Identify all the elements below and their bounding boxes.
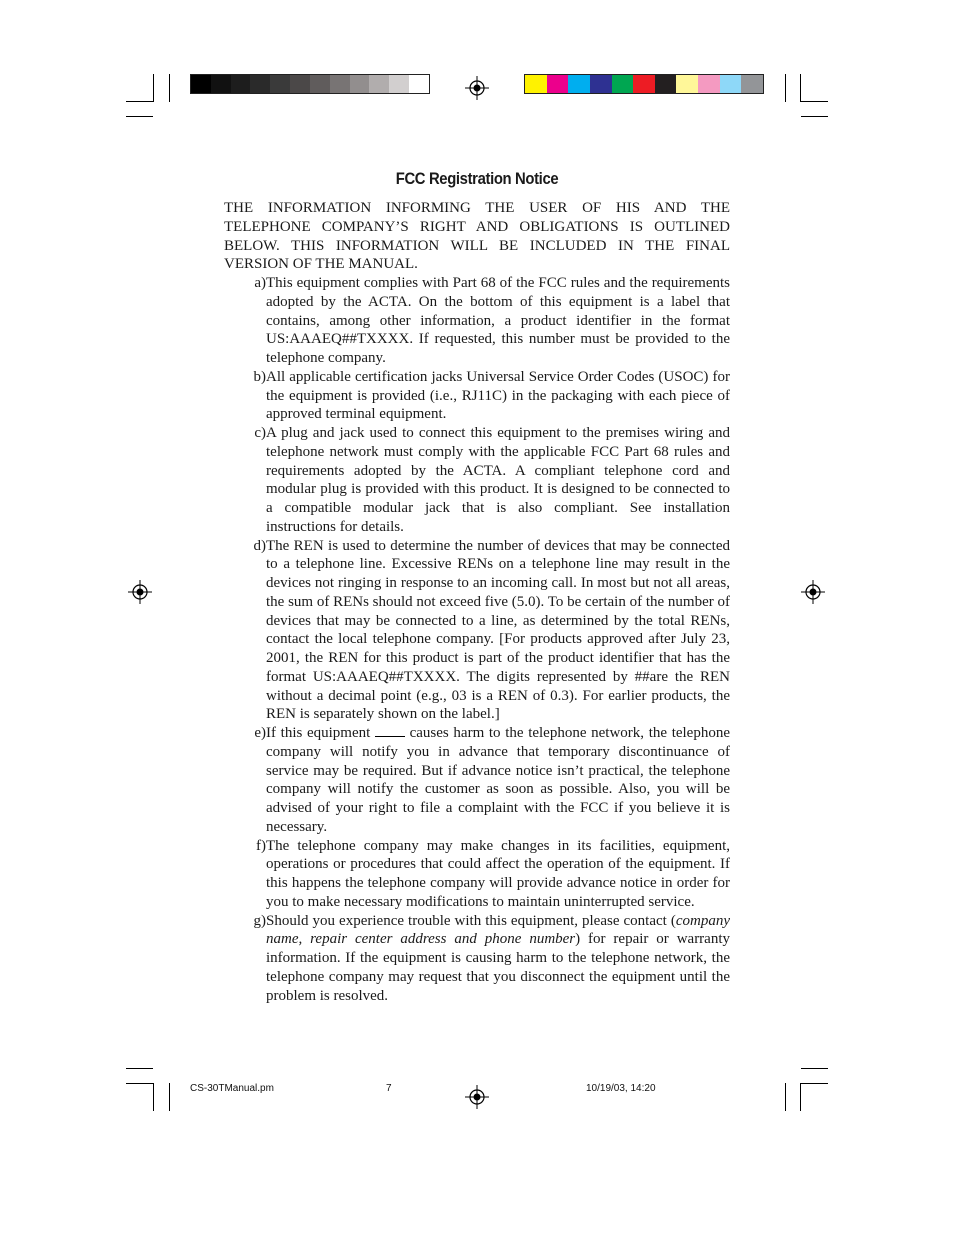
item-text <box>266 912 730 1006</box>
item-text <box>266 724 730 837</box>
registration-mark-icon <box>465 76 489 100</box>
color-swatch <box>612 75 634 93</box>
footer-filename: CS-30TManual.pm <box>190 1083 274 1094</box>
color-swatch <box>231 75 251 93</box>
footer-page-number: 7 <box>386 1083 392 1094</box>
color-swatch <box>270 75 290 93</box>
color-swatch <box>211 75 231 93</box>
page-title: FCC Registration Notice <box>395 170 559 188</box>
list-item <box>224 368 730 424</box>
color-swatch <box>330 75 350 93</box>
list-item <box>224 537 730 725</box>
color-swatch <box>655 75 677 93</box>
item-text: This equipment complies with Part 68 of the FCC rules and the requirements adopted by the ACTA. On the bottom of this equipment is a label that contains, among other information, a product identifier in the format US:AAAEQ##TXXXX. If requested, this number must be provided to the telephone company. <box>266 275 730 366</box>
color-swatch <box>676 75 698 93</box>
notice-body <box>224 199 730 1005</box>
fill-in-blank <box>375 724 405 737</box>
intro-paragraph: THE INFORMATION INFORMING THE USER OF HIS AND THE TELEPHONE COMPANY’S RIGHT AND OBLIGATIONS IS OUTLINED BELOW. THIS INFORMATION WILL BE INCLUDED IN THE FINAL VERSION OF THE MANUAL. <box>224 200 730 273</box>
list-item <box>224 424 730 537</box>
crop-mark <box>126 1068 153 1069</box>
color-swatch <box>633 75 655 93</box>
crop-mark <box>153 1083 154 1111</box>
item-label: g) <box>253 912 266 929</box>
item-text: All applicable certification jacks Universal Service Order Codes (USOC) for the equipment is provided (i.e., RJ11C) in the packaging with each piece of approved terminal equipment. <box>266 368 730 423</box>
item-label: f) <box>256 837 266 854</box>
crop-mark <box>153 74 154 102</box>
crop-mark <box>801 1083 828 1084</box>
item-text-start: If this equipment <box>266 725 371 741</box>
item-text-end: ) for repair or warranty information. If the equipment is causing harm to the telephone network, the telephone company may request that you disconnect the equipment until the problem is resolved. <box>266 931 731 1004</box>
crop-mark <box>169 1083 170 1111</box>
list-item <box>224 912 730 1006</box>
color-swatch <box>389 75 409 93</box>
color-swatch <box>369 75 389 93</box>
crop-mark <box>785 74 786 102</box>
color-swatch <box>310 75 330 93</box>
item-text: The telephone company may make changes in its facilities, equipment, operations or procedures that could affect the operation of the equipment. If this happens the telephone company will provide advance notice in order for you to make necessary modifications to maintain uninterrupted service. <box>266 837 730 910</box>
color-swatch <box>590 75 612 93</box>
item-label: a) <box>254 275 266 291</box>
item-text: The REN is used to determine the number of devices that may be connected to a telephone line. Excessive RENs on a telephone line may result in the devices not ringing in response to an incoming call. In most but not all areas, the sum of RENs should not exceed five (5.0). To be certain of the number of devices that may be connected to a line, as determined by the total RENs, contact the local telephone company. [For products approved after July 23, 2001, the REN for this product is part of the product identifier that has the format US:AAAEQ##TXXXX. The digits represented by ##are the REN without a decimal point (e.g., 03 is a REN of 0.3). For earlier products, the REN is separately shown on the label.] <box>266 537 730 723</box>
item-text-end: causes harm to the telephone network, the telephone company will notify you in advance that temporary discontinuance of service may be required. But if advance notice isn’t practical, the telephone company will notify the customer as soon as possible. Also, you will be advised of your right to file a complaint with the FCC if you believe it is necessary. <box>266 725 730 835</box>
registration-mark-icon <box>128 580 152 604</box>
color-swatch <box>409 75 429 93</box>
item-label: c) <box>254 425 266 441</box>
item-text: A plug and jack used to connect this equipment to the premises wiring and telephone network must comply with the applicable FCC Part 68 rules and requirements adopted by the ACTA. A compliant telephone cord and modular plug is provided with this product. It is designed to be connected to a compatible modular jack that is also compliant. See installation instructions for details. <box>266 425 730 535</box>
color-calibration-bar <box>524 74 764 94</box>
crop-mark <box>800 74 801 102</box>
list-item <box>224 837 730 912</box>
registration-mark-icon <box>465 1085 489 1109</box>
footer-datetime: 10/19/03, 14:20 <box>586 1083 656 1094</box>
color-swatch <box>720 75 742 93</box>
crop-mark <box>785 1083 786 1111</box>
crop-mark <box>169 74 170 102</box>
color-swatch <box>741 75 763 93</box>
color-swatch <box>350 75 370 93</box>
list-item <box>224 724 730 837</box>
crop-mark <box>126 101 153 102</box>
crop-mark <box>126 116 153 117</box>
item-text-start: Should you experience trouble with this equipment, please contact ( <box>266 912 676 929</box>
crop-mark <box>126 1083 153 1084</box>
crop-mark <box>801 116 828 117</box>
color-swatch <box>290 75 310 93</box>
registration-mark-icon <box>801 580 825 604</box>
color-swatch <box>698 75 720 93</box>
color-swatch <box>547 75 569 93</box>
color-swatch <box>191 75 211 93</box>
crop-mark <box>801 1068 828 1069</box>
grayscale-calibration-bar <box>190 74 430 94</box>
list-item <box>224 274 730 368</box>
color-swatch <box>250 75 270 93</box>
item-label: d) <box>253 537 266 554</box>
color-swatch <box>568 75 590 93</box>
contact-placeholder: company name, repair center address and phone number <box>266 912 730 948</box>
crop-mark <box>801 101 828 102</box>
item-label: b) <box>253 368 266 385</box>
color-swatch <box>525 75 547 93</box>
crop-mark <box>800 1083 801 1111</box>
item-label: e) <box>254 725 266 741</box>
